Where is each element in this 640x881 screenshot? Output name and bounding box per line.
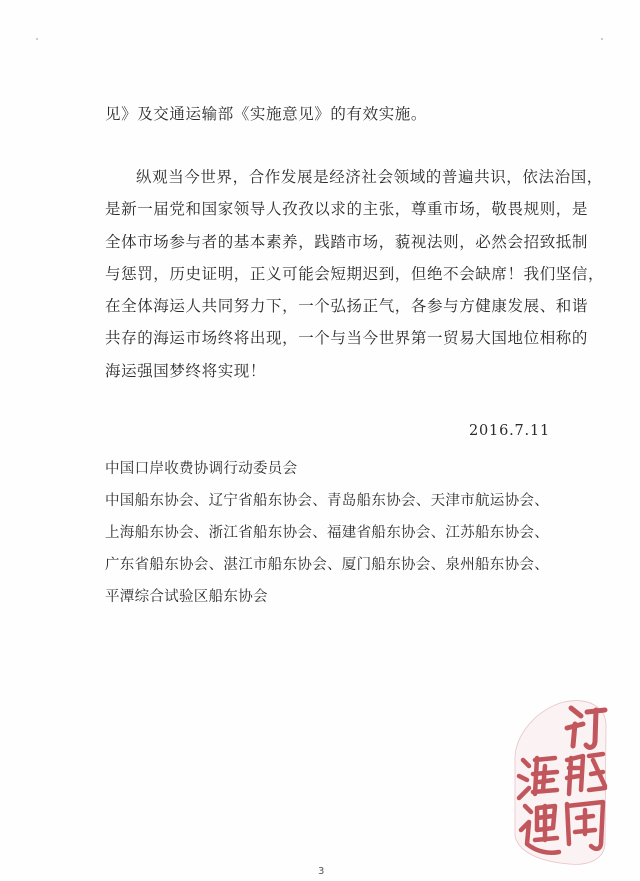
paragraph-2-line: 海运强国梦终将实现！ (105, 362, 267, 380)
paragraph-2-line: 全体市场参与者的基本素养，践踏市场，藐视法则，必然会招致抵制 (105, 233, 589, 251)
paragraph-2-line: 在全体海运人共同努力下，一个弘扬正气，各参与方健康发展、和谐 (105, 297, 589, 315)
signatory-line: 中国口岸收费协调行动委员会 (105, 461, 298, 477)
page-number: 3 (318, 866, 325, 877)
scan-speck (601, 38, 603, 40)
paragraph-1-line: 见》及交通运输部《实施意见》的有效实施。 (105, 105, 428, 123)
document-date: 2016.7.11 (469, 423, 550, 439)
signatory-line: 平潭综合试验区船东协会 (105, 589, 268, 605)
signatory-line: 广东省船东协会、湛江市船东协会、厦门船东协会、泉州船东协会、 (105, 557, 549, 573)
signatory-line: 中国船东协会、辽宁省船东协会、青岛船东协会、天津市航运协会、 (105, 493, 549, 509)
dingchuanwang-watermark-logo (509, 694, 613, 869)
signatory-line: 上海船东协会、浙江省船东协会、福建省船东协会、江苏船东协会、 (105, 525, 549, 541)
paragraph-2-line: 共存的海运市场终将出现，一个与当今世界第一贸易大国地位相称的 (105, 329, 589, 347)
paragraph-2-line: 是新一届党和国家领导人孜孜以求的主张，尊重市场，敬畏规则，是 (105, 200, 589, 218)
paragraph-2-line: 纵观当今世界，合作发展是经济社会领域的普遍共识，依法治国， (136, 168, 603, 186)
scan-speck (36, 38, 38, 40)
paragraph-2-line: 与惩罚，历史证明，正义可能会短期迟到，但绝不会缺席！我们坚信， (105, 265, 605, 283)
